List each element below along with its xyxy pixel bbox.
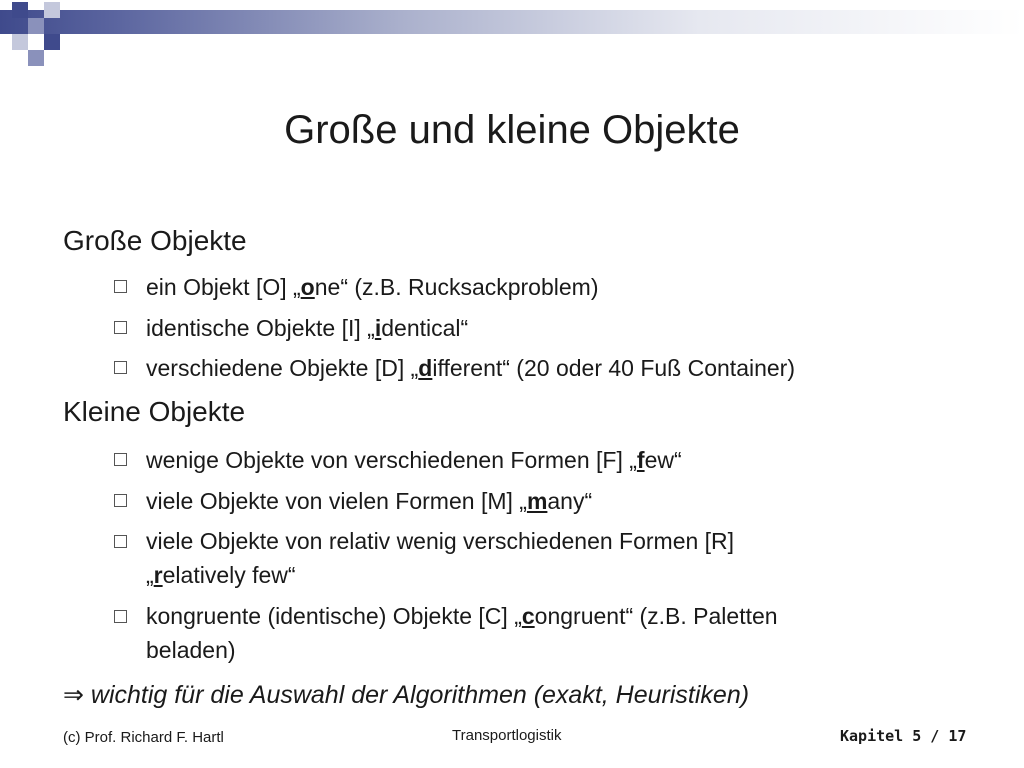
decor-square-1 xyxy=(12,2,28,18)
footer-author: (c) Prof. Richard F. Hartl xyxy=(63,729,224,746)
footer-course: Transportlogistik xyxy=(452,727,562,744)
decor-square-3 xyxy=(28,18,44,34)
list-item: viele Objekte von vielen Formen [M] „many“ xyxy=(146,488,593,514)
bullet-square-icon xyxy=(114,280,127,293)
list-item: wenige Objekte von verschiedenen Formen [F] „few“ xyxy=(146,447,682,473)
bullet-square-icon xyxy=(114,453,127,466)
bullet-square-icon xyxy=(114,494,127,507)
heading-grosse-objekte: Große Objekte xyxy=(63,225,247,256)
slide-title: Große und kleine Objekte xyxy=(284,108,740,152)
decor-square-4 xyxy=(12,34,28,50)
decor-square-2 xyxy=(44,2,60,18)
note-text: wichtig für die Auswahl der Algorithmen (exakt, Heuristiken) xyxy=(90,681,750,709)
bullet-square-icon xyxy=(114,361,127,374)
list-item: ein Objekt [O] „one“ (z.B. Rucksackproblem) xyxy=(146,274,599,300)
bullet-square-icon xyxy=(114,321,127,334)
footer-chapter: Kapitel 5 / 17 xyxy=(840,727,967,745)
list-item: identische Objekte [I] „identical“ xyxy=(146,315,469,341)
implies-arrow-icon: ⇒ xyxy=(63,681,84,709)
list-item: viele Objekte von relativ wenig verschiedenen Formen [R] „relatively few“ xyxy=(146,528,735,588)
bullet-square-icon xyxy=(114,535,127,548)
decor-square-6 xyxy=(28,50,44,66)
bullet-square-icon xyxy=(114,610,127,623)
heading-kleine-objekte: Kleine Objekte xyxy=(63,396,246,427)
list-item: kongruente (identische) Objekte [C] „congruent“ (z.B. Paletten beladen) xyxy=(146,603,778,663)
decor-square-5 xyxy=(44,34,60,50)
note-line xyxy=(63,678,749,712)
header-gradient-bar xyxy=(0,10,1024,34)
list-item: verschiedene Objekte [D] „different“ (20 oder 40 Fuß Container) xyxy=(146,355,796,381)
